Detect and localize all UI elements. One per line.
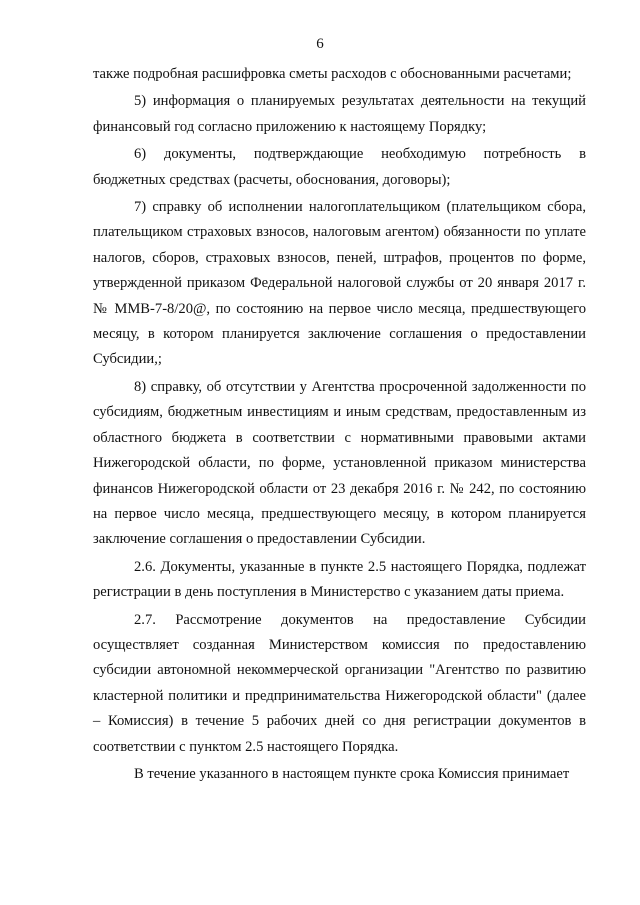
paragraph: 2.6. Документы, указанные в пункте 2.5 настоящего Порядка, подлежат регистрации в день поступления в Министерство с указанием даты приема. — [93, 558, 586, 601]
page-number: 6 — [316, 36, 324, 52]
paragraph: 7) справку об исполнении налогоплательщиком (плательщиком сбора, плательщиком страховых взносов, налоговым агентом) обязанности по уплате налогов, сборов, страховых взносов, пеней, штрафов, процентов по форме, утвержденной приказом Федеральной налоговой службы от 20 января 2017 г. № ММВ-7-8/20@, по состоянию на первое число месяца, предшествующего месяцу, в котором планируется заключение соглашения о предоставлении Субсидии,; — [93, 199, 586, 368]
paragraph: 8) справку, об отсутствии у Агентства просроченной задолженности по субсидиям, бюджетным инвестициям и иным средствам, предоставленным из областного бюджета в соответствии с нормативными правовыми актами Нижегородской области, по форме, установленной приказом министерства финансов Нижегородской области от 23 декабря 2016 г. № 242, по состоянию на первое число месяца, предшествующего месяцу, в котором планируется заключение соглашения о предоставлении Субсидии. — [93, 378, 586, 548]
document-body — [93, 62, 586, 787]
paragraph: 6) документы, подтверждающие необходимую потребность в бюджетных средствах (расчеты, обоснования, договоры); — [93, 146, 586, 188]
paragraph: также подробная расшифровка сметы расходов с обоснованными расчетами; — [93, 66, 572, 82]
paragraph: В течение указанного в настоящем пункте срока Комиссия принимает — [134, 765, 570, 782]
paragraph: 2.7. Рассмотрение документов на предоставление Субсидии осуществляет созданная Министерством комиссия по предоставлению субсидии автономной некоммерческой организации "Агентство по развитию кластерной политики и предпринимательства Нижегородской области" (далее – Комиссия) в течение 5 рабочих дней со дня регистрации документов в соответствии с пунктом 2.5 настоящего Порядка. — [93, 611, 586, 755]
paragraph: 5) информация о планируемых результатах деятельности на текущий финансовый год согласно приложению к настоящему Порядку; — [93, 93, 586, 135]
